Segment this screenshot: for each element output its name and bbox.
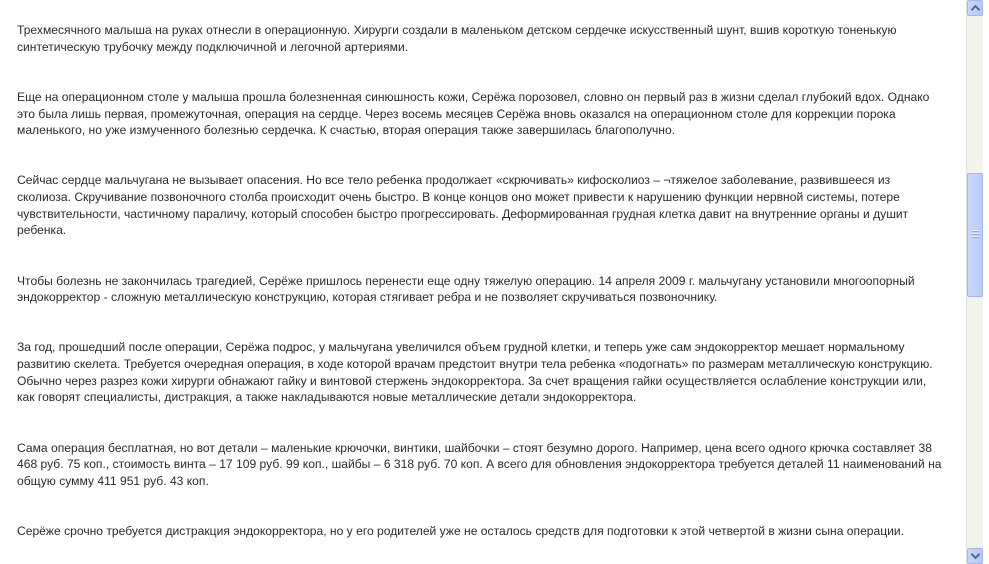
arrow-down-icon: [971, 553, 980, 559]
article-paragraph-7: Серёже срочно требуется дистракция эндокорректора, но у его родителей уже не осталось средств для подготовки к этой четвертой в жизни сына операции.: [17, 524, 905, 538]
article-paragraph-5: За год, прошедший после операции, Серёжа подрос, у мальчугана увеличился объем грудной клетки, и теперь уже сам эндокорректор мешает нормальному развитию скелета. Требуется очередная операция, в ходе которой врачам предстоит внутри тела ребенка «подогнать» по размерам металлическую конструкцию. Обычно через разрез кожи хирурги обнажают гайку и винтовой стержень эндокорректора. За счет вращения гайки осуществляется ослабление конструкции или, как говорят специалисты, дистракция, а также накладываются новые металлические детали эндокорректора.: [17, 340, 933, 405]
article-paragraph-1: Трехмесячного малыша на руках отнесли в операционную. Хирурги создали в маленьком детском сердечке искусственный шунт, вшив короткую тоненькую синтетическую трубочку между подключичной и легочной артериями.: [17, 23, 897, 54]
scrollbar-thumb[interactable]: [967, 173, 983, 297]
arrow-up-icon: [971, 5, 980, 11]
grip-icon: [972, 230, 979, 239]
article-paragraph-6: Сама операция бесплатная, но вот детали – маленькие крючочки, винтики, шайбочки – стоят безумно дорого. Например, цена всего одного крючка составляет 38 468 руб. 75 коп., стоимость винта – 17 109 руб. 99 коп., шайбы – 6 318 руб. 70 коп. А всего для обновления эндокорректора требуется деталей 11 наименований на общую сумму 411 951 руб. 43 коп.: [17, 440, 942, 488]
article-paragraph-2: Еще на операционном столе у малыша прошла болезненная синюшность кожи, Серёжа порозовел, словно он первый раз в жизни сделал глубокий вдох. Однако это была лишь первая, промежуточная, операция на сердце. Через восемь месяцев Серёжа вновь оказался на операционном столе для коррекции порока маленького, но уже измученного болезнью сердечка. К счастью, вторая операция также завершилась благополучно.: [17, 89, 930, 138]
window-edge: [983, 0, 989, 564]
article-paragraph-4: Чтобы болезнь не закончилась трагедией, Серёже пришлось перенести еще одну тяжелую операцию. 14 апреля 2009 г. мальчугану установили многоопорный эндокорректор - сложную металлическую конструкцию, которая стягивает ребра и не позволяет скручиваться позвоночнику.: [17, 273, 915, 305]
vertical-scrollbar[interactable]: [966, 0, 983, 564]
scroll-down-button[interactable]: [967, 548, 983, 564]
scroll-up-button[interactable]: [967, 0, 983, 16]
article-body: [17, 22, 947, 564]
article-paragraph-3: Сейчас сердце мальчугана не вызывает опасения. Но все тело ребенка продолжает «скрючивать» кифосколиоз – ¬тяжелое заболевание, развившееся из сколиоза. Скручивание позвоночного столба происходит очень быстро. В конце концов оно может привести к нарушению функции нервной системы, потере чувствительности, частичному параличу, который способен быстро прогрессировать. Деформированная грудная клетка давит на внутренние органы и душит ребенка.: [17, 173, 909, 238]
